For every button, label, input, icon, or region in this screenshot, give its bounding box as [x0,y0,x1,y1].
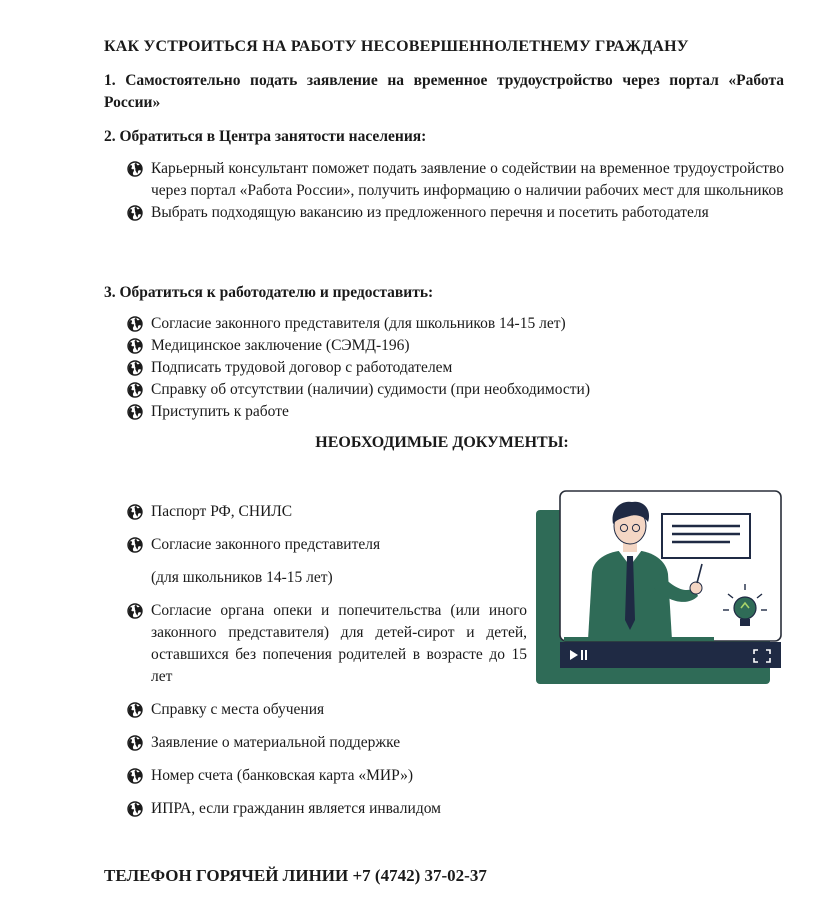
list-item-text: Выбрать подходящую вакансию из предложенного перечня и посетить работодателя [151,204,709,221]
list-item-text: Медицинское заключение (СЭМД-196) [151,337,410,354]
list-item [127,357,767,379]
document-item [127,765,527,787]
document-item [127,798,527,820]
step-3: 3. Обратиться к работодателю и предоставить: [104,284,434,301]
list-item [127,401,767,423]
list-item [127,313,767,335]
document-item [127,534,527,556]
globe-icon [127,338,143,354]
list-item-text: Приступить к работе [151,403,289,420]
globe-icon [127,316,143,332]
document-item-text: ИПРА, если гражданин является инвалидом [151,800,441,817]
document-item-text: (для школьников 14-15 лет) [151,569,333,586]
list-item-text: Справку об отсутствии (наличии) судимости (при необходимости) [151,381,590,398]
document-item-text: Справку с места обучения [151,701,325,718]
document-title: КАК УСТРОИТЬСЯ НА РАБОТУ НЕСОВЕРШЕННОЛЕТНЕМУ ГРАЖДАНУ [104,38,689,55]
document-item-text: Паспорт РФ, СНИЛС [151,503,293,520]
globe-icon [127,801,143,817]
documents-list [127,501,527,831]
step-3-list [127,313,767,423]
list-item [127,335,767,357]
globe-icon [127,161,143,177]
list-item-text: Согласие законного представителя (для школьников 14-15 лет) [151,315,566,332]
document-item-text: Заявление о материальной поддержке [151,734,401,751]
document-item-text: Согласие органа опеки и попечительства (или иного законного представителя) для детей-сирот и детей, оставшихся без попечения родителей в возрасте до 15 лет [151,602,527,685]
hotline-phone: ТЕЛЕФОН ГОРЯЧЕЙ ЛИНИИ +7 (4742) 37-02-37 [104,866,487,885]
documents-heading: НЕОБХОДИМЫЕ ДОКУМЕНТЫ: [315,434,569,451]
slide-board [662,514,750,558]
document-item [127,699,527,721]
document-item-note [127,567,527,589]
globe-icon [127,404,143,420]
globe-icon [127,205,143,221]
list-item [127,158,784,202]
globe-icon [127,735,143,751]
pause-icon [581,650,583,660]
document-item-text: Номер счета (банковская карта «МИР») [151,767,414,784]
step-2-list [127,158,784,224]
document-item [127,732,527,754]
list-item [127,202,784,224]
globe-icon [127,360,143,376]
list-item [127,379,767,401]
presenter-video-illustration [534,490,784,688]
globe-icon [127,603,143,619]
globe-icon [127,504,143,520]
progress-bar[interactable] [564,637,714,641]
step-2: 2. Обратиться в Центра занятости населения: [104,128,427,145]
globe-icon [127,537,143,553]
list-item-text: Подписать трудовой договор с работодателем [151,359,453,376]
step-1: 1. Самостоятельно подать заявление на временное трудоустройство через портал «Работа России» [104,72,784,111]
globe-icon [127,702,143,718]
list-item-text: Карьерный консультант поможет подать заявление о содействии на временное трудоустройство через портал «Работа России», получить информацию о наличии рабочих мест для школьников [151,160,784,199]
globe-icon [127,382,143,398]
document-item-text: Согласие законного представителя [151,536,381,553]
video-player-bar[interactable] [560,642,781,668]
globe-icon [127,768,143,784]
document-item [127,600,527,688]
document-item [127,501,527,523]
